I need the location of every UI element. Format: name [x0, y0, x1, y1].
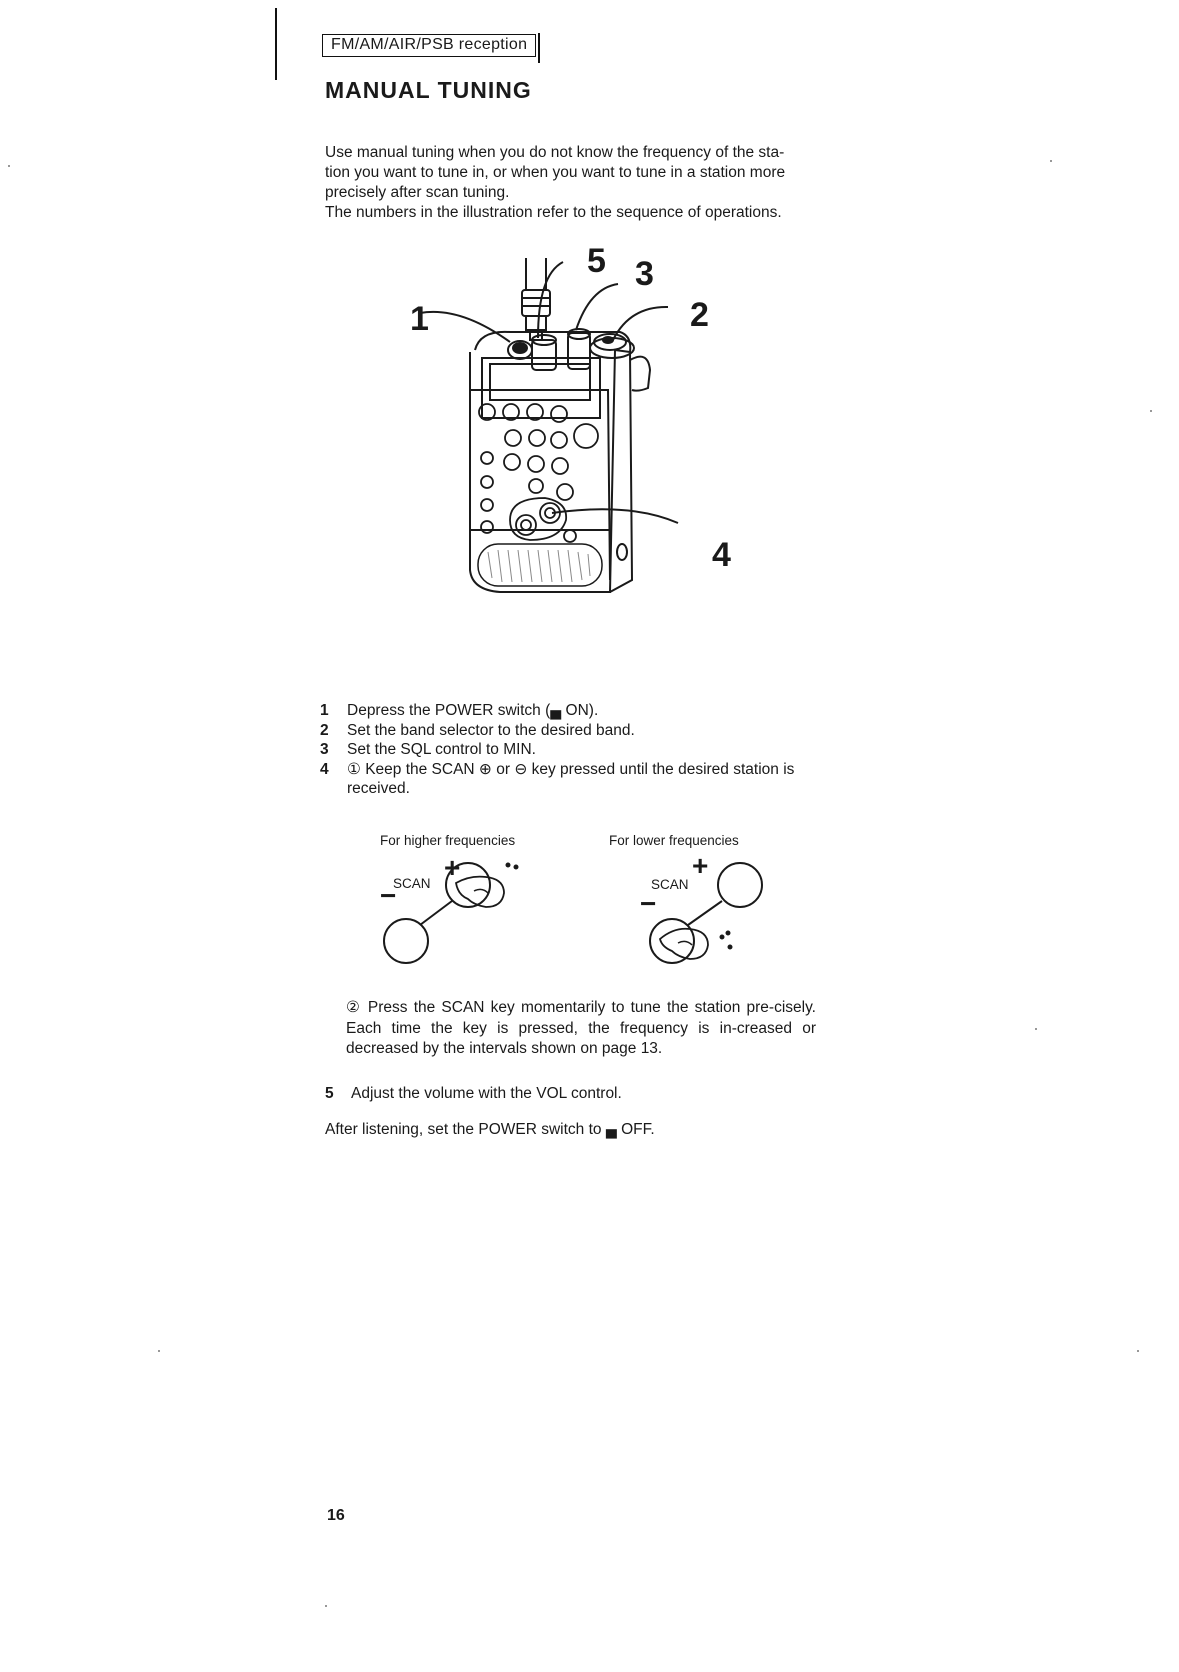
callout-number: 3 [635, 255, 654, 293]
step-number: 3 [320, 741, 329, 758]
list-item [320, 721, 860, 741]
step-number: 5 [325, 1085, 334, 1102]
step-text: Set the SQL control to MIN. [347, 741, 536, 758]
margin-rule [275, 8, 277, 80]
intro-line: tion you want to tune in, or when you want to tune in a station more [325, 164, 786, 181]
page-title: MANUAL TUNING [325, 77, 532, 103]
intro-paragraph [325, 143, 855, 223]
plus-sign: + [444, 852, 461, 883]
scan-speck [158, 1350, 160, 1352]
scan-label: SCAN [651, 877, 689, 892]
scan-speck [1137, 1350, 1139, 1352]
list-item [320, 760, 860, 799]
scanner-illustration [400, 240, 740, 640]
scan-label: SCAN [393, 876, 431, 891]
intro-line: precisely after scan tuning. [325, 184, 510, 201]
list-item [320, 740, 860, 760]
list-item [325, 1085, 622, 1103]
callout-number: 1 [410, 300, 429, 338]
scan-speck [1050, 160, 1052, 162]
step-number: 4 [320, 760, 329, 778]
intro-line: Use manual tuning when you do not know the frequency of the sta- [325, 144, 785, 161]
callout-number: 5 [587, 242, 606, 280]
section-tag: FM/AM/AIR/PSB reception [322, 34, 536, 57]
step-text: Depress the POWER switch (▄ ON). [347, 702, 599, 719]
step-text: Set the band selector to the desired band. [347, 721, 635, 739]
minus-sign: − [380, 880, 397, 911]
plus-sign: + [692, 850, 709, 881]
higher-frequencies-caption: For higher frequencies [380, 833, 516, 848]
intro-line: The numbers in the illustration refer to the sequence of operations. [325, 204, 782, 221]
page-number: 16 [327, 1507, 345, 1524]
scan-speck [1150, 410, 1152, 412]
list-item [320, 701, 860, 721]
step-text: ① Keep the SCAN ⊕ or ⊖ key pressed until the desired station is received. [347, 760, 795, 797]
scan-lower-diagram [630, 855, 810, 975]
step-4b-note: ② Press the SCAN key momentarily to tune the station pre-cisely. Each time the key is pressed, the frequency is in-creased or decreased by the intervals shown on page 13. [346, 999, 816, 1057]
callout-number: 4 [712, 536, 731, 574]
steps-list [320, 701, 860, 799]
step-number: 1 [320, 702, 329, 719]
scan-speck [325, 1605, 327, 1607]
step-number: 2 [320, 721, 329, 739]
lower-frequencies-caption: For lower frequencies [609, 833, 739, 848]
scan-speck [1035, 1028, 1037, 1030]
scan-speck [8, 165, 10, 167]
after-listening-text: After listening, set the POWER switch to ▄ OFF. [325, 1121, 655, 1138]
callout-number: 2 [690, 296, 709, 334]
step-text: Adjust the volume with the VOL control. [351, 1085, 622, 1102]
minus-sign: − [640, 888, 657, 919]
